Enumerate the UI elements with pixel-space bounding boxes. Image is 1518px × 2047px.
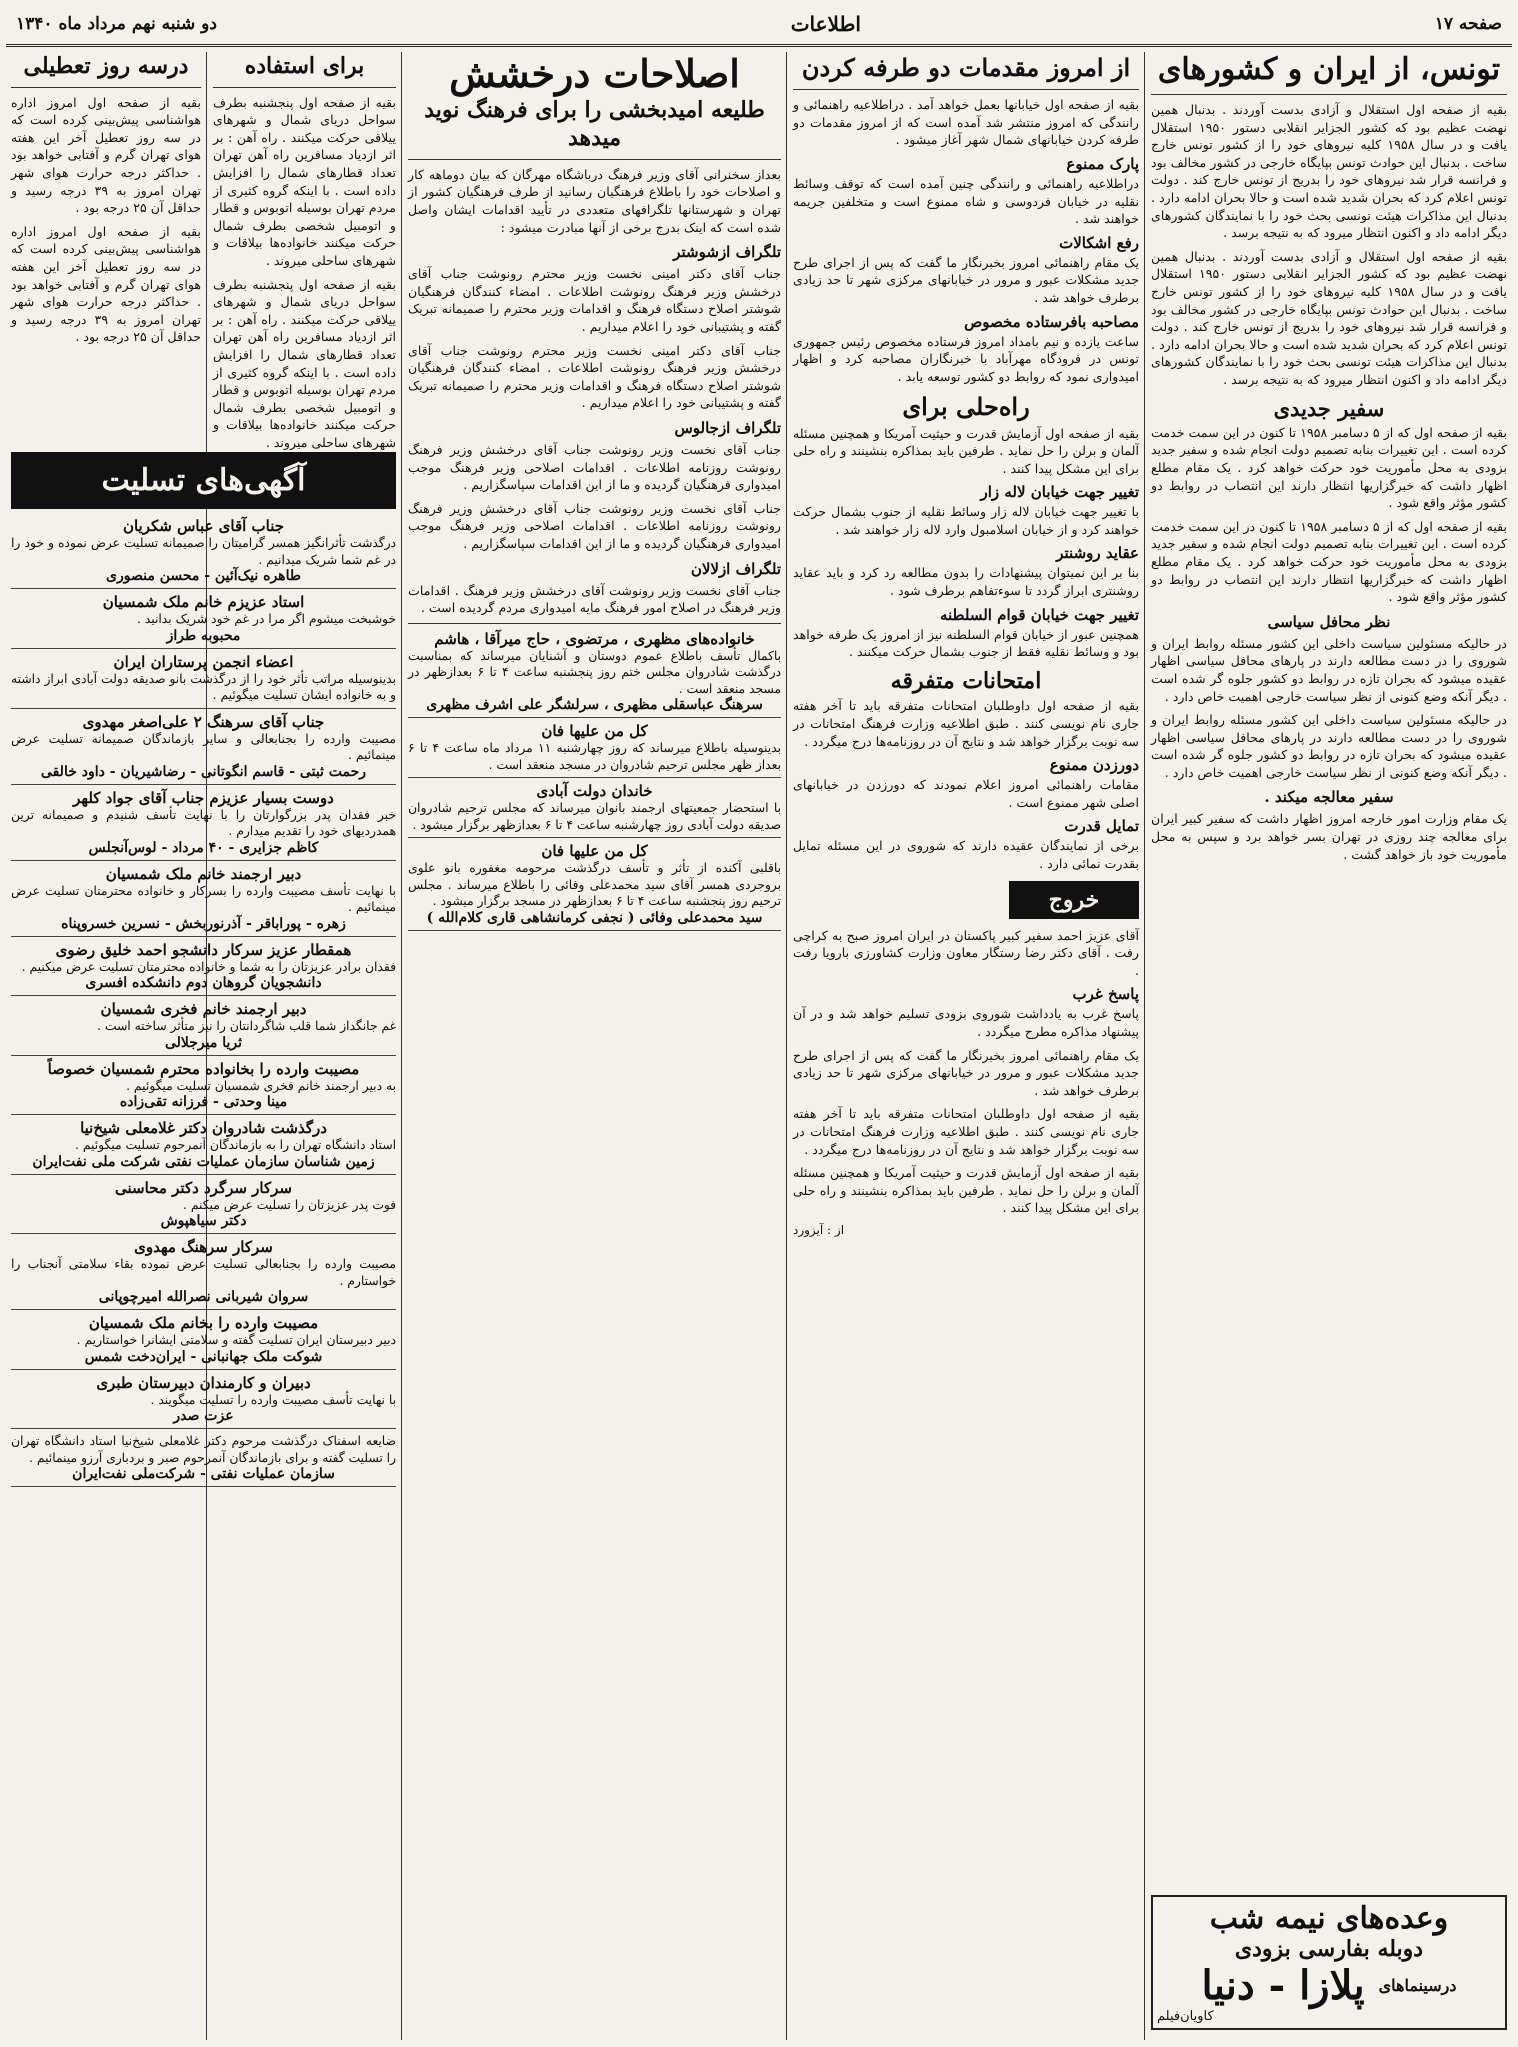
notice-signature: سروان شیربانی نصرالله امیرچوپانی	[98, 1289, 309, 1305]
notice-title: سرکار سرهنگ مهدوی	[134, 1238, 273, 1256]
telegram-heading: تلگراف ازلالان	[690, 559, 781, 578]
notice-signature: رحمت ثبتی - قاسم انگوتانی - رضاشیریان - داود خالقی	[40, 763, 367, 780]
article-body: جناب آقای نخست وزیر رونوشت جناب آقای درخشش وزیر فرهنگ رونوشت روزنامه اطلاعات . اقدامات اصلاحی وزیر فرهنگ موجب امیدواری فرهنگیان گردیده و ما از این اقدامات سپاسگزاریم .	[408, 442, 781, 493]
article-body: جناب آقای دکتر امینی نخست وزیر محترم رونوشت جناب آقای درخشش وزیر فرهنگ رونوشت اطلاعات . امضاء کنندگان فرهنگیان شوشتر اصلاح دستگاه فرهنگ و اقدامات وزیر محترم را صمیمانه تبریک گفته و پشتیبانی خود را اعلام میداریم .	[408, 342, 781, 411]
notice-body: با نهایت تأسف مصیبت وارده را تسلیت میگویند .	[150, 1392, 396, 1407]
notice-title: درگذشت شادروان دکتر غلامعلی شیخ‌نیا	[80, 1119, 327, 1137]
notice-signature: عزت صدر	[173, 1408, 234, 1424]
subhead: رفع اشکالات	[1059, 233, 1139, 252]
subhead: پارک ممنوع	[1066, 154, 1139, 173]
article-body: بقیه از صفحه اول داوطلبان امتحانات متفرقه باید تا آخر هفته جاری نام نویسی کنند . طبق اطلاعیه وزارت فرهنگ امتحانات در سه نوبت برگزار خواهد شد و نتایج آن در روزنامه‌ها درج میگردد .	[793, 1106, 1139, 1157]
notice-signature: سازمان عملیات نفتی - شرکت‌ملی نفت‌ایران	[72, 1466, 335, 1482]
condolence-notice	[11, 789, 396, 861]
column-holiday-travel	[208, 52, 401, 450]
article-body: ساعت یازده و نیم بامداد امروز فرستاده مخصوص رئیس جمهوری تونس در فرودگاه مهرآباد با خبرنگاران مصاحبه کرد و اظهار امیدواری نمود که روابط دو کشور توسعه یابد .	[793, 333, 1139, 384]
notice-title: همقطار عزیز سرکار دانشجو احمد خلیق رضوی	[55, 940, 352, 959]
telegram-heading: تلگراف ازجالوس	[674, 419, 781, 437]
condolence-notice	[11, 653, 396, 709]
column-rule	[1144, 52, 1145, 2040]
notice-body: مصیبت وارده را بجنابعالی و سایر بازماندگان صمیمانه تسلیت عرض مینمائیم .	[11, 731, 396, 762]
notice-body: خبر فقدان پدر بزرگوارتان را با نهایت تأسف شنیدم و صمیمانه ترین همدردیهای خود را تقدیم میدارم .	[11, 807, 396, 838]
notice-body: درگذشت تأثرانگیز همسر گرامیتان را صمیمانه تسلیت عرض نموده و خود را در غم شما شریک میدانیم .	[11, 536, 396, 567]
notice-signature: سرهنگ عباسقلی مظهری ، سرلشگر علی اشرف مظهری	[426, 697, 763, 714]
subhead: سفیر معالجه میکند .	[1264, 788, 1394, 807]
article-body: برخی از نمایندگان عقیده دارند که شوروی در این مسئله تمایل بقدرت نمائی دارد .	[793, 838, 1139, 871]
article-body: در حالیکه مسئولین سیاست داخلی این کشور مسئله روابط ایران و شوروی را در دست مطالعه دارند در پارهای محافل سیاسی اظهار عقیده میشود که بحران تازه در روابط دو کشور جلوه گر شده است . دیگر آنکه وضع کنونی از نظر سیاست خارجی اهمیت خاص دارد .	[1151, 712, 1507, 780]
notice-title: خانواده‌های مظهری ، مرتضوی ، حاج میرآقا ، هاشم	[434, 629, 755, 648]
notice-title: دبیران و کارمندان دبیرستان طبری	[96, 1373, 311, 1392]
article-body: بقیه از صفحه اول پنجشنبه بطرف سواحل دریای شمال و شهرهای ییلاقی حرکت میکنند . راه آهن : بر اثر ازدیاد مسافرین راه آهن تهران تعداد قطارهای شمال را افزایش داده است . با اینکه گروه کثیری از مردم تهران بوسیله اتوبوس و قطار و اتومبیل شخصی بطرف شمال حرکت میکنند خانواده‌ها بیلاقات و شهرهای ساحلی میروند .	[213, 94, 396, 268]
condolence-notice	[11, 865, 396, 937]
byline: از : آیزورد	[793, 1222, 845, 1237]
page-number: صفحه ۱۷	[1434, 14, 1502, 34]
notice-body: مصیبت وارده را بجنابعالی تسلیت عرض نموده بقاء سلامتی آنجناب را خواستارم .	[11, 1257, 396, 1288]
subhead: تغییر جهت خیابان لاله زار	[980, 483, 1139, 502]
headline-education: اصلاحات درخشش	[449, 51, 740, 96]
article-body: مقامات راهنمائی امروز اعلام نمودند که دورزدن در خیابانهای اصلی شهر ممنوع است .	[793, 777, 1139, 810]
notice-title: جناب آقای عباس شکریان	[122, 517, 285, 535]
condolence-notice	[11, 1179, 396, 1235]
paper-name: اطلاعات	[790, 12, 861, 36]
notice-signature: دکتر سیاهپوش	[160, 1213, 247, 1229]
column-rule	[786, 52, 787, 2040]
notice-body: دبیر دبیرستان ایران تسلیت گفته و سلامتی ایشانرا خواستاریم .	[76, 1333, 396, 1347]
notice-title: دبیر ارجمند خانم فخری شمسیان	[100, 1000, 307, 1018]
notice-title: مصیبت وارده را بخانم ملک شمسیان	[88, 1314, 319, 1332]
notice-title: جناب آقای سرهنگ ۲ علی‌اصغر مهدوی	[82, 712, 325, 731]
column-weather	[6, 52, 206, 432]
condolence-notice	[11, 1000, 396, 1056]
newspaper-page	[6, 4, 1512, 2040]
article-body: بقیه از صفحه اول امروز اداره هواشناسی پیش‌بینی کرده است که در سه روز تعطیل آخر این هفته هوای تهران گرم و آفتابی خواهد بود . حداکثر درجه حرارت هوای شهر تهران امروز به ۳۹ درجه رسید و حداقل آن ۲۵ درجه بود .	[11, 94, 201, 216]
subheadline-education: طلیعه امیدبخشی را برای فرهنگ نوید میدهد	[424, 96, 765, 152]
subhead: تمایل قدرت	[1064, 817, 1139, 836]
ad-label: درسینماهای	[1378, 1976, 1457, 1995]
notice-title: کل من علیها فان	[541, 842, 648, 861]
notice-body: باقلبی آکنده از تأثر و تأسف درگذشت مرحومه مغفوره بانو علوی بروجردی همسر آقای سید محمدعلی وفائی را باطلاع میرساند . مجلس ترحیم روز پنجشنبه ساعت ۴ تا ۶ بعدازظهر در مسجد برگزار میشود .	[408, 861, 781, 909]
condolence-notice	[11, 1060, 396, 1116]
column-tunisia	[1146, 52, 1512, 2040]
article-body: جناب آقای نخست وزیر رونوشت جناب آقای درخشش وزیر فرهنگ رونوشت روزنامه اطلاعات . اقدامات اصلاحی وزیر فرهنگ موجب امیدواری فرهنگیان گردیده و ما از این اقدامات سپاسگزاریم .	[408, 500, 781, 551]
notice-body: ضایعه اسفناک درگذشت مرحوم دکتر غلامعلی شیخ‌نیا استاد دانشگاه تهران را تسلیت گفته و برای بازماندگان آنمرحوم صبر و بردباری آرزو مینمائیم .	[11, 1434, 396, 1465]
article-body: یک مقام وزارت امور خارجه امروز اظهار داشت که سفیر کبیر ایران برای معالجه چند روزی در تهران بسر خواهد برد و سپس به محل مأموریت خود باز خواهد گشت .	[1151, 811, 1507, 862]
article-body: بقیه از صفحه اول داوطلبان امتحانات متفرقه باید تا آخر هفته جاری نام نویسی کنند . طبق اطلاعیه وزارت فرهنگ امتحانات در سه نوبت برگزار خواهد شد و نتایج آن در روزنامه‌ها درج میگردد .	[793, 698, 1139, 749]
headline-tunisia: تونس، از ایران و کشورهای	[1157, 52, 1501, 87]
article-body: یک مقام راهنمائی امروز بخبرنگار ما گفت که پس از اجرای طرح جدید مشکلات عبور و مرور در خیابانهای مرکزی شهر تا حد زیادی برطرف خواهد شد .	[793, 254, 1139, 305]
issue-date: دو شنبه نهم مرداد ماه ۱۳۴۰	[16, 14, 217, 34]
column-rule	[401, 52, 402, 2040]
notice-signature: مینا وحدتی - فرزانه تقی‌زاده	[119, 1094, 288, 1110]
notice-body: با نهایت تأسف مصیبت وارده را بسرکار و خانواده محترمتان تسلیت عرض مینمائیم .	[11, 883, 396, 914]
notice-signature: دانشجویان گروهان دوم دانشکده افسری	[85, 975, 322, 991]
column-traffic	[788, 52, 1144, 2040]
article-body: بقیه از صفحه اول آزمایش قدرت و حیثیت آمریکا و همچنین مسئله آلمان و برلن را حل نماید . طرفین باید بمذاکره بنشینند و راه حلی برای این مشکل پیدا کنند .	[793, 1165, 1139, 1216]
article-body: بقیه از صفحه اول امروز اداره هواشناسی پیش‌بینی کرده است که در سه روز تعطیل آخر این هفته هوای تهران گرم و آفتابی خواهد بود . حداکثر درجه حرارت هوای شهر تهران امروز به ۳۹ درجه رسید و حداقل آن ۲۵ درجه بود .	[11, 223, 201, 345]
condolence-notice	[11, 713, 396, 785]
notice-body: با استحضار جمعیتهای ارجمند بانوان میرساند که مجلس ترحیم شادروان صدیقه دولت آبادی روز چهارشنبه ساعت ۴ تا ۶ بعدازظهر برگزار میشود .	[408, 801, 781, 832]
subhead: تغییر جهت خیابان قوام السلطنه	[939, 605, 1139, 624]
notice-body: باکمال تأسف باطلاع عموم دوستان و آشنایان میرساند که بمناسبت درگذشت شادروان مجلس ختم روز پنجشنبه ساعت ۴ تا ۶ بعدازظهر در مسجد منعقد است .	[408, 648, 781, 696]
notice-signature: محبوبه طراز	[166, 627, 241, 644]
subhead: سفیر جدیدی	[1273, 395, 1385, 421]
notice-body: بدینوسیله مراتب تأثر خود را از درگذشت بانو صدیقه دولت آبادی ابراز داشته و به خانواده ایشان تسلیت میگوئیم .	[11, 671, 396, 702]
article-body: با تغییر جهت خیابان لاله زار وسائط نقلیه از جنوب بشمال حرکت خواهند کرد و از خیابان اسلامبول وارد لاله زار خواهند شد .	[793, 504, 1139, 537]
notice-title: سرکار سرگرد دکتر محاسنی	[115, 1178, 292, 1197]
subhead: دورزدن ممنوع	[1049, 756, 1139, 775]
condolence-notice	[11, 941, 396, 997]
notice-body: خوشبخت میشوم اگر مرا در غم خود شریک بدانید .	[136, 612, 396, 626]
subhead: نظر محافل سیاسی	[1267, 612, 1391, 631]
notice-signature: زمین شناسان سازمان عملیات نفتی شرکت ملی نفت‌ایران	[32, 1153, 375, 1170]
article-body: آقای عزیز احمد سفیر کبیر پاکستان در ایران امروز صبح به کراچی رفت . آقای دکتر رضا رستگار معاون وزارت کشاورزی بارویا رفت .	[793, 927, 1139, 978]
condolence-banner: آگهی‌های تسلیت	[11, 452, 396, 509]
article-body: دراطلاعیه راهنمائی و رانندگی چنین آمده است که توقف وسائط نقلیه در خیابان فردوسی و شاه ممنوع است و متخلفین جریمه خواهند شد .	[793, 175, 1139, 227]
condolence-notice	[11, 1433, 396, 1487]
notice-signature: سید محمدعلی وفائی ( نجفی کرمانشاهی قاری کلام‌الله )	[426, 909, 763, 926]
condolence-notice	[408, 782, 781, 838]
article-body: بقیه از صفحه اول خیابانها بعمل خواهد آمد . دراطلاعیه راهنمائی و رانندگی که امروز منتشر شد آمده است که از امروز مقدمات دو طرفه کردن خیابانهای شمال شهر آغاز میشود .	[793, 97, 1139, 148]
ad-title: وعده‌های نیمه شب	[1209, 1901, 1449, 1936]
article-body: یک مقام راهنمائی امروز بخبرنگار ما گفت که پس از اجرای طرح جدید مشکلات عبور و مرور در خیابانهای مرکزی شهر تا حد زیادی برطرف خواهد شد .	[793, 1047, 1139, 1098]
condolence-notice	[408, 630, 781, 719]
notice-body: به دبیر ارجمند خانم فخری شمسیان تسلیت میگوئیم .	[126, 1078, 396, 1093]
notice-body: بدینوسیله باطلاع میرساند که روز چهارشنبه ۱۱ مرداد ماه ساعت ۴ تا ۶ بعداز ظهر مجلس ترحیم شادروان در مسجد منعقد است .	[408, 741, 781, 772]
telegram-heading: تلگراف ازشوشتر	[673, 243, 781, 262]
ad-subtitle: دوبله بفارسی بزودی	[1234, 1936, 1424, 1962]
condolence-notice	[11, 1119, 396, 1175]
notice-title: دوست بسیار عزیزم جناب آقای جواد کلهر	[73, 788, 334, 807]
condolence-notice	[11, 1314, 396, 1370]
article-body: بقیه از صفحه اول که از ۵ دسامبر ۱۹۵۸ تا کنون در این سمت خدمت کرده است . این تغییرات بنابه تصمیم دولت انجام شده و سفیر جدید بزودی به محل مأموریت خود حرکت خواهد کرد . یک مقام مطلع اظهار داشت که خبرگزاریها انتظار دارند این انتصاب در روابط دو کشور مؤثر واقع شود .	[1151, 424, 1507, 511]
condolence-notice	[408, 722, 781, 778]
notice-signature: زهره - پوراباقر - آذرنوربخش - نسرین خسروپناه	[61, 915, 346, 932]
article-body: بعداز سخنرانی آقای وزیر فرهنگ درباشگاه مهرگان که بیان دوماهه کار و اصلاحات خود را باطلاع فرهنگیان رسانید از طرف فرهنگیان کشور از تهران و شهرستانها تلگرافهای متعددی در تأیید اقدامات ایشان واصل شده است که اینک بدرج برخی از آنها مبادرت میشود :	[408, 166, 781, 235]
article-body: بقیه از صفحه اول پنجشنبه بطرف سواحل دریای شمال و شهرهای ییلاقی حرکت میکنند . راه آهن : بر اثر ازدیاد مسافرین راه آهن تهران تعداد قطارهای شمال را افزایش داده است . با اینکه گروه کثیری از مردم تهران بوسیله اتوبوس و قطار و اتومبیل شخصی بطرف شمال حرکت میکنند خانواده‌ها بیلاقات و شهرهای ساحلی میروند .	[213, 276, 396, 450]
notice-signature: کاظم جزایری - ۴۰ مرداد - لوس‌آنجلس	[88, 839, 319, 856]
condolence-notice	[11, 1374, 396, 1430]
condolence-notice	[11, 517, 396, 589]
article-body: بنا بر این نمیتوان پیشنهادات را بدون مطالعه رد کرد و باید عقاید روشنتری ابراز گردد تا سوءتفاهم برطرف شود .	[793, 565, 1139, 599]
notice-title: کل من علیها فان	[541, 722, 648, 741]
article-body: بقیه از صفحه اول استقلال و آزادی بدست آوردند . بدنبال همین نهضت عظیم بود که کشور الجزایر انقلابی دستور ۱۹۵۰ استقلال یافت و در سال ۱۹۵۸ کلیه نیروهای خود را از کشور تونس خارج ساخت . بدنبال این حوادث تونس بپایگاه خارجی در کشور مخالف بود و فرانسه قرار شد نیروهای خود را بدریج از تونس خارج کند . دولت تونس اعلام کرد که بحران شدید شده است و حالا بحران ادامه دارد . بدنبال این مذاکرات هیئت تونسی بحث خود را با نمایندگان کشورهای دیگر ادامه داد و اکنون انتظار میرود که به نتیجه برسد .	[1151, 248, 1507, 387]
notice-title: خاندان دولت آبادی	[536, 782, 653, 801]
article-body: همچنین عبور از خیابان قوام السلطنه نیز از امروز یک طرفه خواهد بود و وسائط نقلیه فقط از جنوب بشمال حرکت میکنند .	[793, 626, 1139, 660]
notice-body: فقدان برادر عزیزتان را به شما و خانواده محترمتان تسلیت عرض میکنیم .	[21, 959, 396, 974]
notice-title: مصیبت وارده را بخانواده محترم شمسیان خصوصاً	[47, 1059, 360, 1078]
notice-body: استاد دانشگاه تهران را به بازماندگان آنمرحوم تسلیت میگوئیم .	[75, 1138, 396, 1152]
headline-travel: برای استفاده	[244, 53, 365, 79]
subhead: عقاید روشنتر	[1056, 544, 1139, 563]
column-education	[403, 52, 786, 2040]
ad-company: کاویان‌فیلم	[1157, 2009, 1214, 2024]
film-advertisement	[1151, 1895, 1507, 2030]
departures-banner: خروج	[1009, 881, 1139, 919]
headline-traffic: از امروز مقدمات دو طرفه کردن	[801, 53, 1131, 82]
notice-signature: شوکت ملک جهانبانی - ایران‌دخت شمس	[84, 1348, 323, 1365]
article-body: جناب آقای دکتر امینی نخست وزیر محترم رونوشت جناب آقای درخشش وزیر فرهنگ رونوشت اطلاعات . امضاء کنندگان فرهنگیان شوشتر اصلاح دستگاه فرهنگ و اقدامات وزیر محترم را صمیمانه تبریک گفته و پشتیبانی خود را اعلام میداریم .	[408, 266, 781, 335]
condolence-notice	[408, 842, 781, 931]
notice-title: دبیر ارجمند خانم ملک شمسیان	[105, 864, 302, 883]
article-body: در حالیکه مسئولین سیاست داخلی این کشور مسئله روابط ایران و شوروی را در دست مطالعه دارند در پارهای محافل سیاسی اظهار عقیده میشود که بحران تازه در روابط دو کشور جلوه گر شده است . دیگر آنکه وضع کنونی از نظر سیاست خارجی اهمیت خاص دارد .	[1151, 635, 1507, 704]
article-body: بقیه از صفحه اول استقلال و آزادی بدست آوردند . بدنبال همین نهضت عظیم بود که کشور الجزایر انقلابی دستور ۱۹۵۰ استقلال یافت و در سال ۱۹۵۸ کلیه نیروهای خود را از کشور تونس خارج ساخت . بدنبال این حوادث تونس بپایگاه خارجی در کشور مخالف بود و فرانسه قرار شد نیروهای خود را بدریج از تونس خارج کند . دولت تونس اعلام کرد که بحران شدید شده است و حالا بحران ادامه دارد . بدنبال این مذاکرات هیئت تونسی بحث خود را با نمایندگان کشورهای دیگر ادامه داد و اکنون انتظار میرود که به نتیجه برسد .	[1151, 102, 1507, 241]
notice-title: استاد عزیزم خانم ملک شمسیان	[102, 593, 305, 611]
subhead-solution: راه‌حلی برای	[902, 392, 1030, 422]
notice-signature: ثریا میرجلالی	[164, 1034, 243, 1051]
masthead	[6, 4, 1512, 47]
article-body: بقیه از صفحه اول آزمایش قدرت و حیثیت آمریکا و همچنین مسئله آلمان و برلن را حل نماید . طرفین باید بمذاکره بنشینند و راه حلی برای این مشکل پیدا کنند .	[793, 425, 1139, 476]
notice-body: فوت پدر عزیزتان را تسلیت عرض میکنم .	[183, 1197, 396, 1212]
notice-signature: طاهره نیک‌آئین - محسن منصوری	[106, 568, 301, 584]
subhead-exams: امتحانات متفرقه	[890, 667, 1042, 694]
ad-cinema-name: پلازا - دنیا	[1201, 1962, 1365, 2009]
article-body: بقیه از صفحه اول که از ۵ دسامبر ۱۹۵۸ تا کنون در این سمت خدمت کرده است . این تغییرات بنابه تصمیم دولت انجام شده و سفیر جدید بزودی به محل مأموریت خود حرکت خواهد کرد . یک مقام مطلع اظهار داشت که خبرگزاریها انتظار دارند این انتصاب در روابط دو کشور مؤثر واقع شود .	[1151, 518, 1507, 605]
article-body: پاسخ غرب به یادداشت شوروی بزودی تسلیم خواهد شد و در آن پیشنهاد مذاکره مطرح میگردد .	[793, 1006, 1139, 1039]
subhead: پاسخ غرب	[1072, 985, 1139, 1004]
condolence-ads-section	[6, 444, 401, 2040]
subhead: مصاحبه بافرستاده مخصوص	[964, 312, 1139, 331]
condolence-notice	[11, 593, 396, 649]
notice-body: غم جانگداز شما قلب شاگردانتان را نیز متأثر ساخته است .	[97, 1019, 396, 1033]
notice-title: اعضاء انجمن پرستاران ایران	[113, 652, 294, 671]
article-body: جناب آقای نخست وزیر رونوشت آقای درخشش وزیر فرهنگ . اقدامات وزیر فرهنگ در اصلاح امور فرهنگ مایه امیدواری مردم گردیده است .	[408, 582, 781, 616]
headline-weather: درسه روز تعطیلی	[23, 53, 189, 79]
condolence-notice	[11, 1238, 396, 1310]
